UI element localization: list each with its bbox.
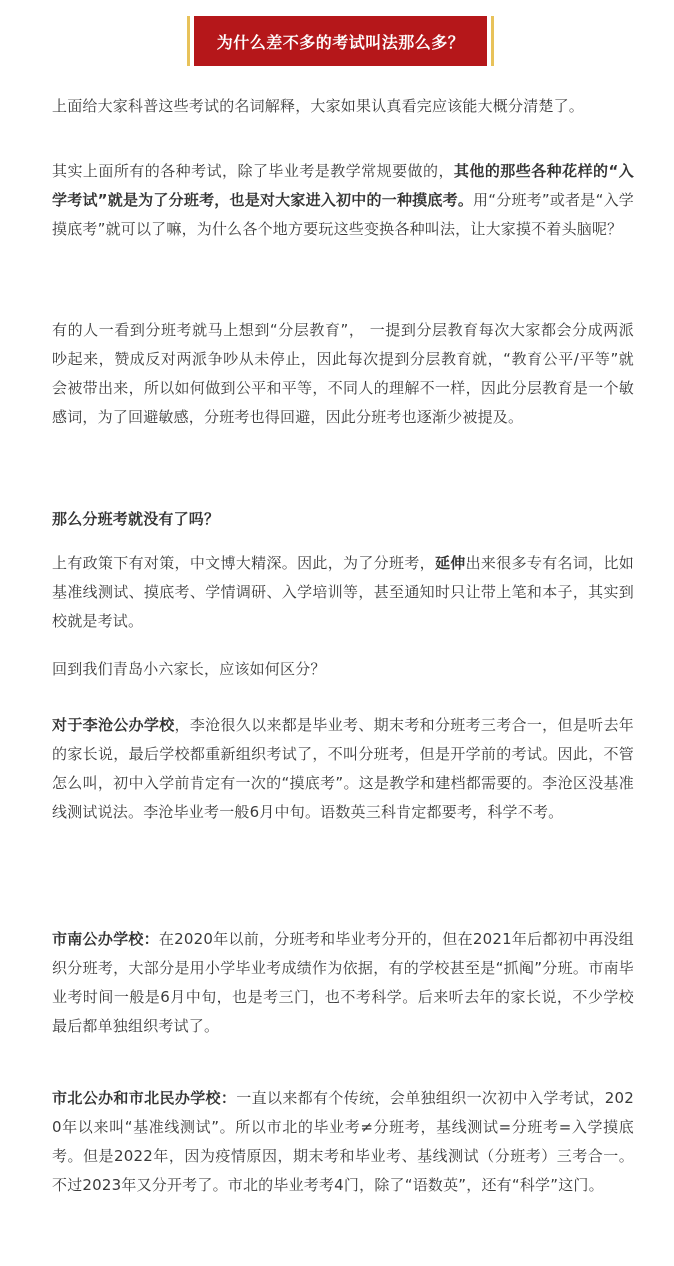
bold-text: 市北公办和市北民办学校： bbox=[52, 1089, 237, 1107]
plain-text: 出来很多专有名词，比如基准线测试、摸底考、学情调研、入学培训等，甚至通知时只让带上笔和本子，其实到校就是考试。 bbox=[52, 554, 634, 630]
section-title: 为什么差不多的考试叫法那么多？ bbox=[194, 16, 487, 66]
qingdao-question-paragraph: 回到我们青岛小六家长，应该如何区分？ bbox=[52, 660, 326, 678]
tiered-education-paragraph: 有的人一看到分班考就马上想到“分层教育”， 一提到分层教育每次大家都会分成两派吵起来，赞成反对两派争吵从未停止，因此每次提到分层教育就，“教育公平/平等”就会被带出来，所以如何做到公平和平等，不同人的理解不一样，因此分层教育是一个敏感词，为了回避敏感，分班考也得回避，因此分班考也逐渐少被提及。 bbox=[52, 321, 634, 426]
policy-paragraph bbox=[52, 549, 634, 636]
licang-paragraph bbox=[52, 711, 634, 827]
bold-text: 其他的那些各种花样的“入学考试”就是为了分班考，也是对大家进入初中的一种摸底考。 bbox=[52, 162, 634, 209]
shibei-paragraph bbox=[52, 1084, 634, 1200]
bold-text: 市南公办学校： bbox=[52, 930, 159, 948]
plain-text: 上有政策下有对策，中文博大精深。因此，为了分班考， bbox=[52, 554, 435, 572]
exam-purpose-paragraph bbox=[52, 157, 634, 244]
intro-paragraph: 上面给大家科普这些考试的名词解释，大家如果认真看完应该能大概分清楚了。 bbox=[52, 97, 585, 115]
title-banner bbox=[187, 16, 494, 66]
plain-text: 在2020年以前，分班考和毕业考分开的，但在2021年后都初中再没组织分班考，大部分是用小学毕业考成绩作为依据，有的学校甚至是“抓阄”分班。市南毕业考时间一般是6月中旬，也是考三门，也不考科学。后来听去年的家长说，不少学校最后都单独组织考试了。 bbox=[52, 930, 634, 1035]
shinan-paragraph bbox=[52, 925, 634, 1041]
plain-text: 一直以来都有个传统，会单独组织一次初中入学考试，2020年以来叫“基准线测试”。所以市北的毕业考≠分班考，基线测试=分班考=入学摸底考。但是2022年，因为疫情原因，期末考和毕业考、基线测试（分班考）三考合一。不过2023年又分开考了。市北的毕业考考4门，除了“语数英”，还有“科学”这门。 bbox=[52, 1089, 634, 1194]
plain-text: ，李沧很久以来都是毕业考、期末考和分班考三考合一，但是听去年的家长说，最后学校都重新组织考试了，不叫分班考，但是开学前的考试。因此，不管怎么叫，初中入学前肯定有一次的“摸底考”。这是教学和建档都需要的。李沧区没基准线测试说法。李沧毕业考一般6月中旬。语数英三科肯定都要考，科学不考。 bbox=[52, 716, 634, 821]
question-heading: 那么分班考就没有了吗？ bbox=[52, 510, 220, 528]
bold-text: 延伸 bbox=[434, 554, 466, 572]
bold-text: 对于李沧公办学校 bbox=[52, 716, 175, 734]
plain-text: 用“分班考”或者是“入学摸底考”就可以了嘛，为什么各个地方要玩这些变换各种叫法，让大家摸不着头脑呢？ bbox=[52, 191, 634, 238]
plain-text: 其实上面所有的各种考试，除了毕业考是教学常规要做的， bbox=[52, 162, 454, 180]
